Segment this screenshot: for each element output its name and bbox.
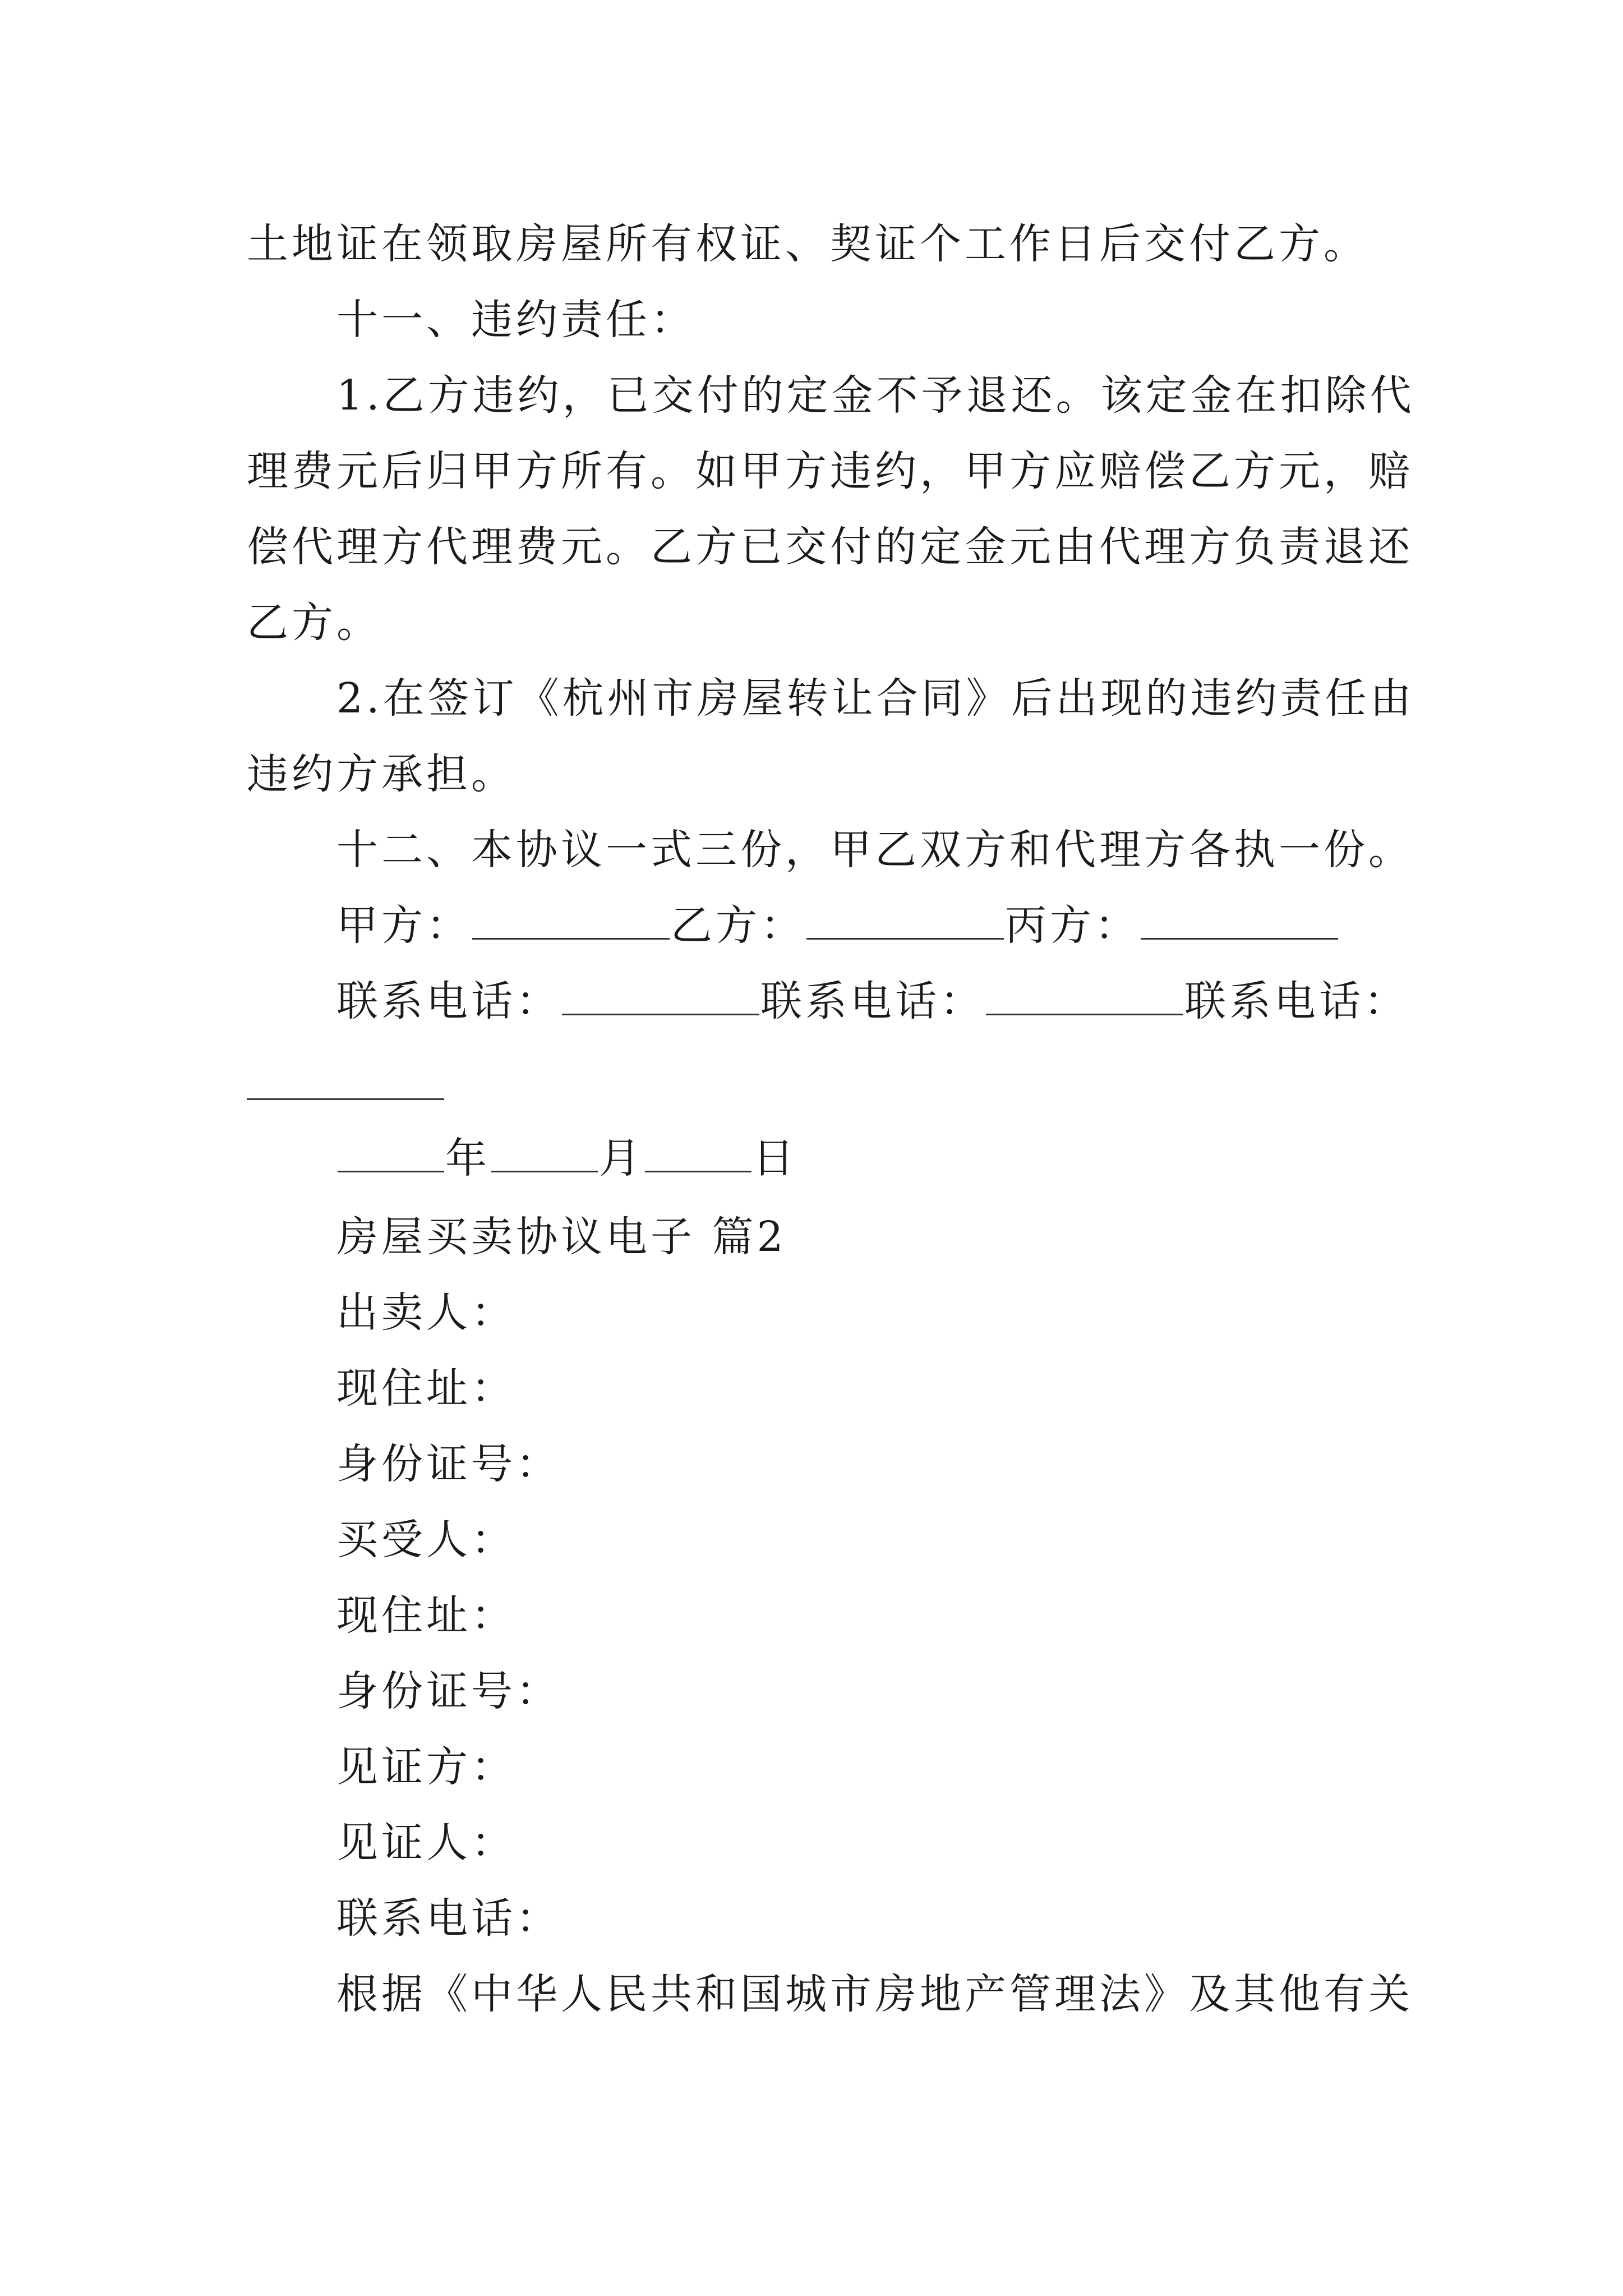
paragraph-line: 1.乙方违约，已交付的定金不予退还。该定金在扣除代 [336,371,1415,420]
party-b-blank [806,899,1004,940]
field-buyer-address: 现住址： [336,1591,516,1640]
field-witness-person: 见证人： [336,1819,516,1867]
paragraph-line: 理费元后归甲方所有。如甲方违约，甲方应赔偿乙方元，赔 [247,447,1413,495]
paragraph-line: 十二、本协议一式三份，甲乙双方和代理方各执一份。 [336,826,1413,874]
date-row [336,1128,797,1189]
day-blank [645,1131,751,1172]
phone-label-b: 联系电话： [760,977,985,1025]
paragraph-line: 违约方承担。 [247,750,516,798]
phone-label-a: 联系电话： [336,977,561,1025]
year-blank [338,1131,444,1172]
field-phone: 联系电话： [336,1894,561,1943]
field-witness-party: 见证方： [336,1743,516,1791]
field-buyer-id: 身份证号： [336,1667,561,1715]
signature-row [336,895,1339,956]
phone-label-c: 联系电话： [1184,977,1409,1025]
party-a-label: 甲方： [336,901,471,950]
phone-blank-b [986,974,1183,1015]
month-blank [491,1131,598,1172]
day-label: 日 [753,1134,797,1182]
year-label: 年 [445,1134,490,1182]
paragraph-line: 乙方。 [247,599,381,647]
month-label: 月 [599,1134,644,1182]
paragraph-line: 根据《中华人民共和国城市房地产管理法》及其他有关 [336,1970,1413,2018]
paragraph-line: 偿代理方代理费元。乙方已交付的定金元由代理方负责退还 [247,523,1413,571]
phone-blank-a [562,974,759,1015]
phone-row [336,970,1409,1032]
section-heading: 十一、违约责任： [336,296,695,344]
party-a-blank [472,899,670,940]
field-seller-address: 现住址： [336,1364,516,1412]
paragraph-line: 土地证在领取房屋所有权证、契证个工作日后交付乙方。 [247,220,1368,268]
field-seller: 出卖人： [336,1289,516,1337]
field-buyer: 买受人： [336,1516,516,1564]
field-seller-id: 身份证号： [336,1440,561,1488]
party-c-blank [1141,899,1338,940]
party-b-label: 乙方： [671,901,805,950]
paragraph-line: 2.在签订《杭州市房屋转让合同》后出现的违约责任由 [336,674,1415,723]
phone-blank-c [247,1098,444,1100]
section-title: 房屋买卖协议电子 篇2 [336,1213,787,1261]
party-c-label: 丙方： [1005,901,1140,950]
